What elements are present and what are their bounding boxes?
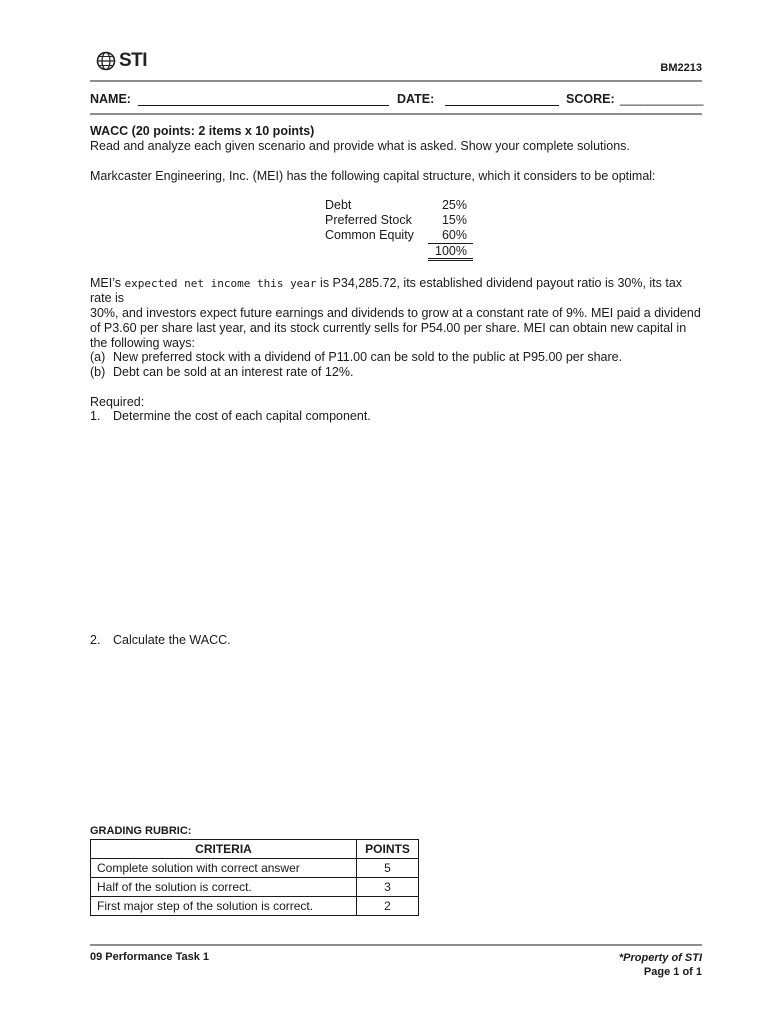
criteria-cell: Half of the solution is correct. — [91, 878, 357, 897]
header-divider — [90, 80, 702, 82]
scenario-line — [90, 276, 704, 306]
page-number: Page 1 of 1 — [643, 966, 702, 978]
rubric-title: GRADING RUBRIC: — [90, 825, 192, 837]
scenario-intro: Markcaster Engineering, Inc. (MEI) has the following capital structure, which it considers to be optimal: — [90, 169, 656, 183]
scenario-line: the following ways: — [90, 336, 195, 350]
required-item — [90, 633, 704, 648]
option-text: New preferred stock with a dividend of P11.00 can be sold to the public at P95.00 per share. — [113, 350, 623, 364]
option-item — [90, 365, 704, 380]
required-number: 1. — [90, 409, 101, 423]
cs-total: 100% — [435, 244, 467, 258]
option-list — [90, 350, 704, 380]
sti-logo — [96, 50, 147, 72]
required-item — [90, 409, 704, 424]
scenario-line: 30%, and investors expect future earnings and dividends to grow at a constant rate of 9%. MEI paid a dividend — [90, 306, 701, 320]
capital-structure-table — [0, 198, 768, 262]
required-text: Determine the cost of each capital component. — [113, 409, 371, 423]
total-rule-1 — [428, 258, 473, 259]
date-label: DATE: — [397, 92, 435, 106]
scenario-paragraph — [90, 276, 704, 351]
name-field[interactable] — [138, 105, 389, 106]
task-instruction: Read and analyze each given scenario and provide what is asked. Show your complete solutions. — [90, 139, 630, 153]
points-cell: 5 — [357, 859, 419, 878]
points-header: POINTS — [357, 840, 419, 859]
scenario-line1-end: is P34,285.72, its established dividend payout ratio is 30%, its tax rate is — [90, 276, 683, 305]
property-notice: *Property of STI — [618, 952, 702, 964]
cs-value: 15% — [441, 213, 467, 227]
points-cell: 3 — [357, 878, 419, 897]
scenario-line: of P3.60 per share last year, and its stock currently sells for P54.00 per share. MEI can obtain new capital in — [90, 321, 687, 335]
option-marker: (a) — [90, 350, 106, 364]
score-label: SCORE: — [566, 92, 615, 106]
rubric-row — [91, 878, 419, 897]
score-field[interactable]: ____________ — [620, 92, 704, 106]
name-label: NAME: — [90, 92, 131, 106]
required-number: 2. — [90, 633, 101, 647]
document-code: BM2213 — [660, 62, 702, 74]
criteria-header: CRITERIA — [91, 840, 357, 859]
scenario-line1-mono: expected net income this year — [124, 277, 317, 290]
footer-divider — [90, 944, 702, 946]
option-text: Debt can be sold at an interest rate of 12%. — [113, 365, 354, 379]
required-heading: Required: — [90, 395, 145, 409]
option-marker: (b) — [90, 365, 106, 379]
rubric-row — [91, 897, 419, 916]
footer-right — [619, 951, 702, 979]
task-title: WACC (20 points: 2 items x 10 points) — [90, 124, 315, 138]
scenario-line1-start: MEI’s — [90, 276, 125, 290]
rubric-header-row — [91, 840, 419, 859]
rubric-row — [91, 859, 419, 878]
cs-value: 25% — [441, 198, 467, 212]
cs-label: Preferred Stock — [325, 213, 412, 227]
logo-text: STI — [119, 50, 148, 71]
points-cell: 2 — [357, 897, 419, 916]
date-field[interactable] — [445, 105, 559, 106]
rubric-table — [90, 839, 419, 916]
globe-icon — [96, 51, 116, 71]
required-text: Calculate the WACC. — [113, 633, 231, 647]
cs-label: Debt — [325, 198, 352, 212]
cs-label: Common Equity — [325, 228, 414, 242]
footer-task-label: 09 Performance Task 1 — [90, 951, 210, 963]
criteria-cell: Complete solution with correct answer — [91, 859, 357, 878]
cs-value: 60% — [441, 228, 467, 242]
option-item — [90, 350, 704, 365]
criteria-cell: First major step of the solution is correct. — [91, 897, 357, 916]
total-rule-2 — [428, 260, 473, 261]
info-divider — [90, 113, 702, 115]
